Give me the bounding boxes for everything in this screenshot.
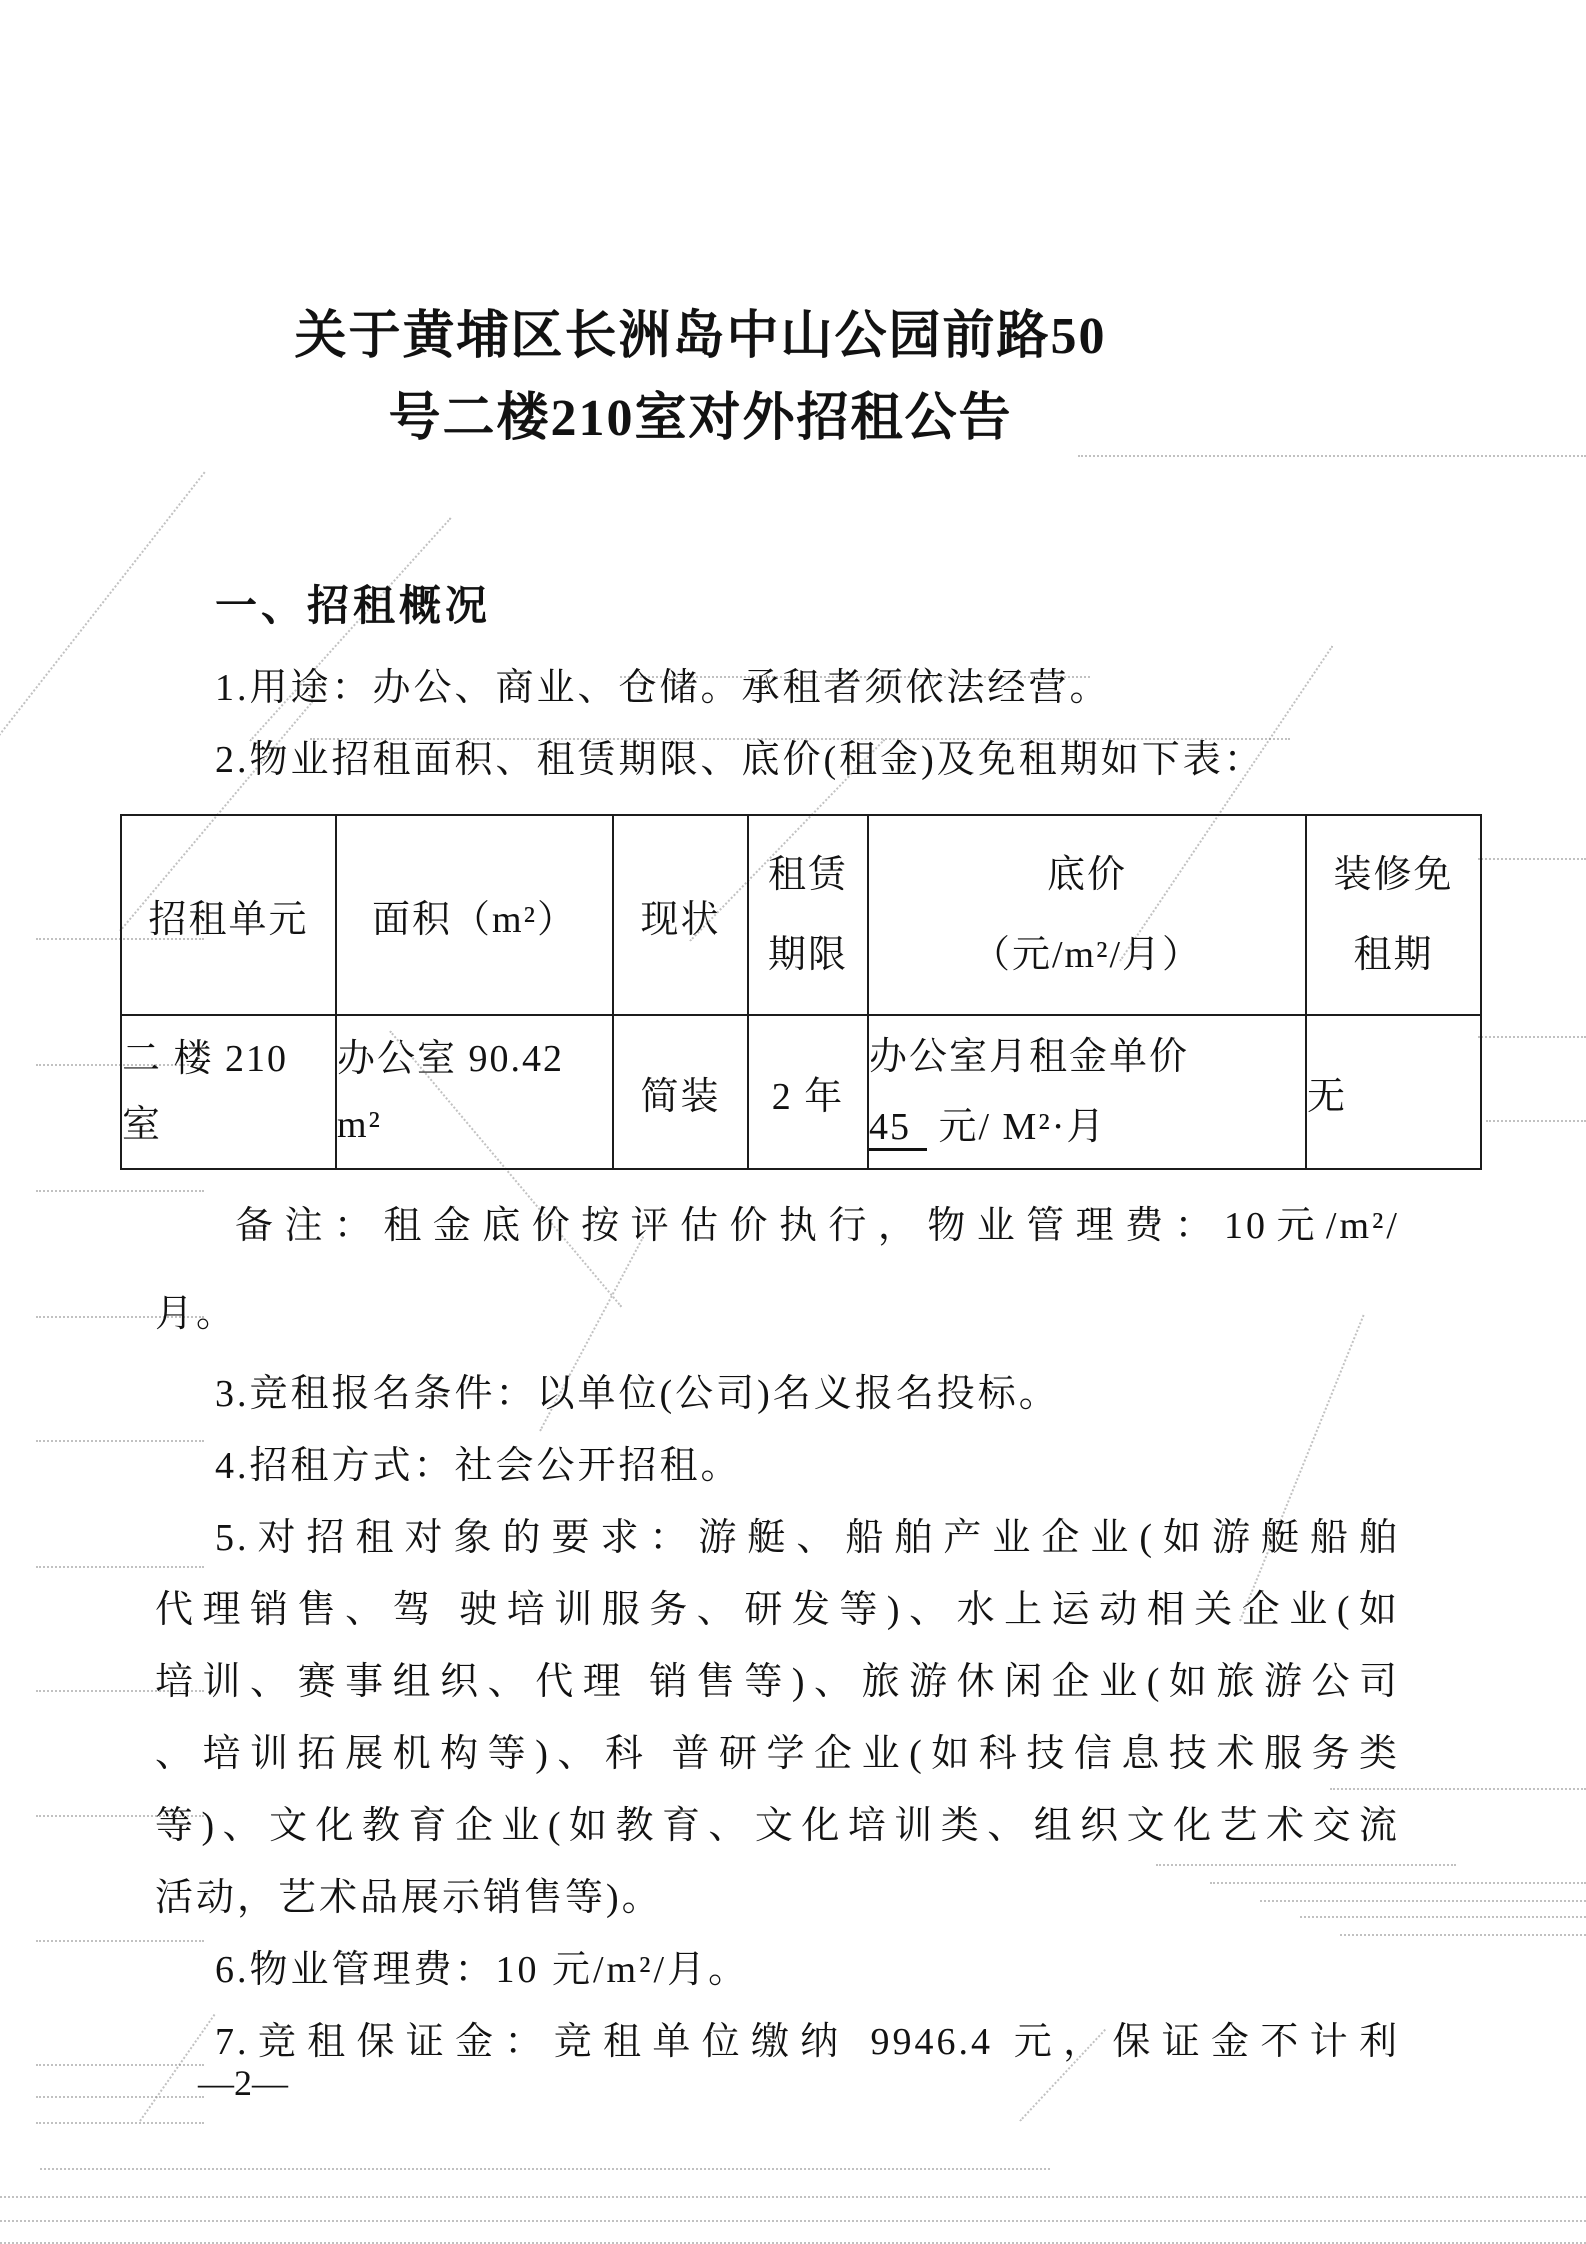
scan-artifact-line	[1486, 1120, 1586, 1122]
scan-artifact-line	[40, 2168, 1050, 2170]
price-line-2	[869, 1092, 1305, 1162]
paragraph-item-4: 4.招租方式：社会公开招租。	[215, 1445, 742, 1487]
underlined-price-value: 45	[869, 1106, 927, 1151]
paragraph-item-2: 2.物业招租面积、租赁期限、底价(租金)及免租期如下表：	[215, 739, 1265, 781]
title-line-1: 关于黄埔区长洲岛中山公园前路50	[294, 308, 1107, 365]
area-line-2: m²	[337, 1104, 382, 1146]
table-cell-area	[336, 1015, 613, 1169]
area-line-1: 办公室 90.42	[337, 1038, 565, 1080]
paragraph-item-1: 1.用途：办公、商业、仓储。承租者须依法经营。	[215, 667, 1111, 709]
document-content	[122, 0, 1454, 2078]
rental-info-table	[120, 814, 1482, 1170]
table-header-term-line-2: 期限	[767, 934, 848, 976]
table-cell-term: 2 年	[748, 1015, 868, 1169]
table-header-area: 面积（m²）	[336, 815, 613, 1015]
table-header-free-line-1: 装修免	[1333, 854, 1454, 896]
price-unit-text: 元/ M²·月	[927, 1106, 1107, 1148]
section-heading: 一、招租概况	[215, 582, 492, 629]
table-header-term-line-1: 租赁	[767, 854, 848, 896]
table-header-price-line-2: （元/m²/月）	[971, 934, 1203, 976]
paragraph-item-3: 3.竞租报名条件：以单位(公司)名义报名投标。	[215, 1373, 1060, 1415]
scan-artifact-line	[0, 2220, 1586, 2222]
document-title	[78, 296, 1323, 460]
table-header-term	[748, 815, 868, 1015]
unit-line-1: 二 楼 210	[122, 1038, 289, 1080]
title-line-2: 号二楼210室对外招租公告	[388, 390, 1013, 447]
scan-artifact-line	[1478, 858, 1586, 860]
table-cell-price	[868, 1015, 1306, 1169]
table-header-unit: 招租单元	[121, 815, 336, 1015]
table-header-free-period	[1306, 815, 1481, 1015]
scan-artifact-line	[36, 2122, 204, 2124]
table-data-row	[121, 1015, 1481, 1169]
table-header-row	[121, 815, 1481, 1015]
note-line-1: 备注：租金底价按评估价执行，物业管理费：10元/m²/	[235, 1205, 1400, 1247]
table-note	[155, 1182, 1400, 1358]
paragraph-item-7: 7.竞租保证金：竞租单位缴纳 9946.4 元，保证金不计利	[215, 2021, 1400, 2063]
paragraph-item-5-line-5: 等)、文化教育企业(如教育、文化培训类、组织文化艺术交流	[155, 1805, 1400, 1847]
scan-artifact-line	[0, 2196, 1586, 2198]
paragraph-item-5-line-4: 、培训拓展机构等)、科 普研学企业(如科技信息技术服务类	[155, 1733, 1400, 1775]
unit-line-2: 室	[122, 1104, 163, 1146]
paragraph-item-5-line-2: 代理销售、驾 驶培训服务、研发等)、水上运动相关企业(如	[155, 1589, 1400, 1631]
table-header-free-line-2: 租期	[1353, 934, 1434, 976]
paragraph-item-5-line-6: 活动，艺术品展示销售等)。	[155, 1877, 663, 1919]
table-cell-unit	[121, 1015, 336, 1169]
price-line-1: 办公室月租金单价	[869, 1036, 1190, 1078]
table-cell-free-period: 无	[1306, 1015, 1481, 1169]
scan-artifact-line	[1478, 1036, 1586, 1038]
paragraph-item-5-line-1: 5.对招租对象的要求：游艇、船舶产业企业(如游艇船舶	[215, 1517, 1400, 1559]
page-number: —2—	[198, 2063, 288, 2103]
note-line-2: 月。	[155, 1293, 238, 1335]
table-header-price	[868, 815, 1306, 1015]
table-header-price-line-1: 底价	[1046, 854, 1127, 896]
paragraph-item-6: 6.物业管理费：10 元/m²/月。	[215, 1949, 750, 1991]
table-header-status: 现状	[613, 815, 748, 1015]
paragraph-item-5-line-3: 培训、赛事组织、代理 销售等)、旅游休闲企业(如旅游公司	[155, 1661, 1400, 1703]
table-cell-status: 简装	[613, 1015, 748, 1169]
scan-artifact-line	[36, 2096, 204, 2098]
